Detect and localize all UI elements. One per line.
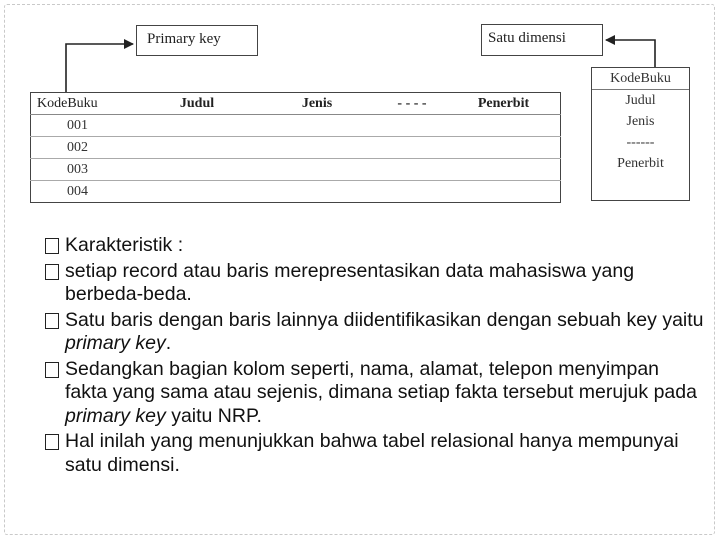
bullet-text-part: . bbox=[165, 332, 172, 354]
table-row bbox=[31, 181, 561, 203]
bullet-text: Hal inilah yang menunjukkan bahwa tabel relasional hanya mempunyai satu dimensi. bbox=[65, 430, 679, 476]
bullet-item bbox=[45, 260, 705, 307]
bullet-item bbox=[45, 358, 705, 429]
bullet-text-part: Sedangkan bagian kolom seperti, nama, alamat, telepon menyimpan fakta yang sama atau sejenis, dimana setiap fakta tersebut merujuk pada bbox=[65, 357, 697, 403]
dimension-panel-item: Jenis bbox=[626, 114, 655, 129]
bullet-text-emphasis: primary key bbox=[65, 332, 166, 354]
table-row bbox=[31, 137, 561, 159]
col-header-kodebuku: KodeBuku bbox=[31, 93, 138, 115]
table-header-row bbox=[31, 93, 561, 115]
checkbox-bullet-icon bbox=[45, 238, 59, 254]
dimension-panel-item: Judul bbox=[625, 93, 656, 108]
dimension-panel-item: Penerbit bbox=[617, 156, 664, 171]
table-cell-kodebuku: 001 bbox=[31, 115, 561, 137]
checkbox-bullet-icon bbox=[45, 362, 59, 378]
table-cell-kodebuku: 004 bbox=[67, 183, 88, 199]
primary-key-label: Primary key bbox=[136, 25, 258, 56]
col-header-judul: Judul bbox=[137, 93, 257, 115]
col-header-jenis: Jenis bbox=[257, 93, 377, 115]
bullet-text-part: Satu baris dengan baris lainnya diidentifikasikan dengan sebuah key yaitu bbox=[65, 308, 704, 331]
checkbox-bullet-icon bbox=[45, 313, 59, 329]
dimension-panel-item: ------ bbox=[626, 135, 655, 150]
table-row bbox=[31, 115, 561, 137]
book-table bbox=[30, 92, 561, 203]
bullet-item bbox=[45, 309, 705, 356]
bullet-text: setiap record atau baris merepresentasikan data mahasiswa yang berbeda-beda. bbox=[65, 259, 635, 305]
table-row bbox=[31, 159, 561, 181]
checkbox-bullet-icon bbox=[45, 434, 59, 450]
bullet-text bbox=[65, 309, 704, 355]
primary-key-arrow bbox=[66, 44, 133, 92]
bullet-item bbox=[45, 430, 705, 477]
col-header-penerbit: Penerbit bbox=[447, 93, 561, 115]
table-cell-kodebuku: 002 bbox=[31, 137, 561, 159]
dimension-arrow bbox=[606, 40, 655, 67]
bullet-text bbox=[65, 358, 697, 427]
bullet-text-emphasis: primary key bbox=[65, 404, 166, 427]
table-cell-kodebuku: 003 bbox=[31, 159, 561, 181]
dimension-label: Satu dimensi bbox=[481, 24, 603, 56]
bullet-text: Karakteristik : bbox=[65, 234, 184, 256]
dimension-panel bbox=[591, 67, 690, 201]
bullet-item bbox=[45, 234, 705, 258]
col-header-ellipsis: - - - - bbox=[377, 93, 447, 115]
dimension-panel-header: KodeBuku bbox=[592, 68, 689, 90]
bullet-text-part: yaitu NRP. bbox=[165, 404, 262, 427]
bullet-list bbox=[45, 234, 705, 479]
checkbox-bullet-icon bbox=[45, 264, 59, 280]
